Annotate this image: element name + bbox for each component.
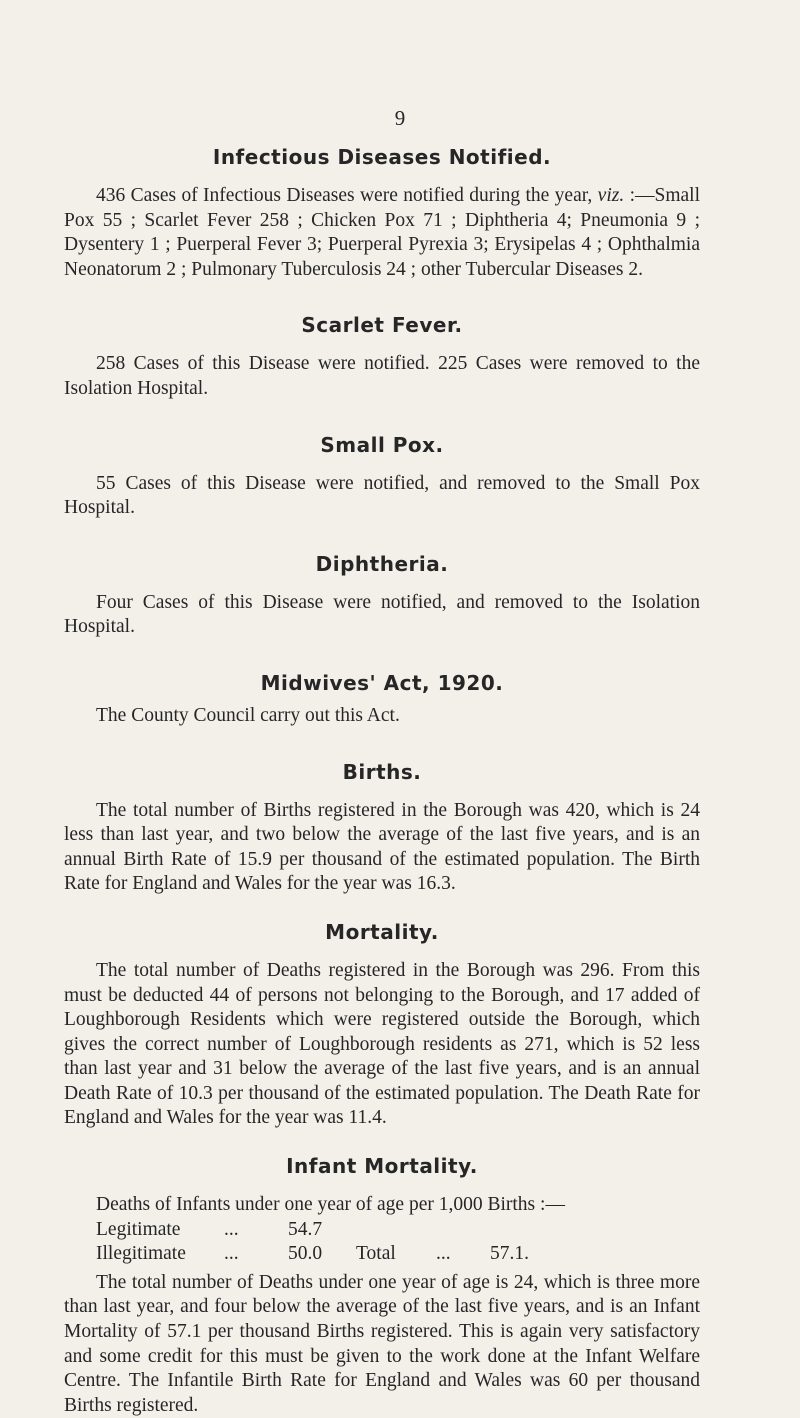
page-number: 9 (394, 106, 406, 130)
paragraph-scarlet-fever: 258 Cases of this Disease were notified. 225 Cases were removed to the Isolation Hospital. (64, 353, 700, 399)
row-value: 54.7 (288, 1218, 323, 1240)
paragraph-infant-mortality: The total number of Deaths under one year of age is 24, which is three more than last year, and four below the average of the last five years, and is an Infant Mortality of 57.1 per thousand Births registered. This is again very satisfactory and some credit for this must be given to the work done at the Infant Welfare Centre. The Infantile Birth Rate for England and Wales was 60 per thousand Births registered. (64, 1271, 700, 1416)
heading-scarlet-fever: Scarlet Fever. (301, 313, 463, 338)
paragraph-infectious-text-b: :—Small Pox 55 ; Scarlet Fever 258 ; Chicken Pox 71 ; Diphtheria 4; Pneumonia 9 ; Dysentery 1 ; Puerperal Fever 3; Puerperal Pyrexia 3; Erysipelas 4 ; Ophthalmia Neonatorum 2 ; Pulmonary Tuberculosis 24 ; other Tubercular Diseases 2. (64, 185, 700, 280)
heading-diphtheria: Diphtheria. (315, 551, 449, 576)
heading-small-pox: Small Pox. (320, 432, 444, 457)
heading-mortality: Mortality. (325, 919, 439, 944)
viz-abbreviation: viz. (597, 185, 625, 206)
heading-midwives-act: Midwives' Act, 1920. (260, 670, 504, 695)
table-row (96, 1242, 700, 1267)
page-content (64, 144, 700, 1418)
total-label: Total (356, 1243, 396, 1265)
paragraph-infectious-text-a: 436 Cases of Infectious Diseases were notified during the year, (96, 185, 598, 206)
heading-births: Births. (342, 759, 422, 784)
paragraph-midwives-act: The County Council carry out this Act. (96, 704, 400, 726)
paragraph-infant-intro: Deaths of Infants under one year of age per 1,000 Births :— (96, 1194, 565, 1216)
row-label: Legitimate (96, 1218, 181, 1240)
row-dots: ... (224, 1218, 239, 1240)
row-label: Illegitimate (96, 1243, 186, 1265)
total-value: 57.1. (490, 1243, 529, 1265)
row-dots: ... (224, 1243, 239, 1265)
paragraph-infectious-diseases (64, 184, 700, 282)
paragraph-births: The total number of Births registered in the Borough was 420, which is 24 less than last year, and two below the average of the last five years, and is an annual Birth Rate of 15.9 per thousand of the estimated population. The Birth Rate for England and Wales for the year was 16.3. (64, 799, 700, 895)
table-row (96, 1218, 700, 1243)
infant-mortality-table (64, 1218, 700, 1267)
heading-infectious-diseases: Infectious Diseases Notified. (212, 145, 552, 169)
heading-infant-mortality: Infant Mortality. (286, 1154, 478, 1179)
paragraph-mortality: The total number of Deaths registered in the Borough was 296. From this must be deducted 44 of persons not belonging to the Borough, and 17 added of Loughborough Residents which were registered outside the Borough, which gives the correct number of Loughborough residents as 271, which is 52 less than last year and 31 below the average of the last five years, and is an annual Death Rate of 10.3 per thousand of the estimated population. The Death Rate for England and Wales for the year was 11.4. (64, 959, 700, 1129)
row-value: 50.0 (288, 1243, 323, 1265)
paragraph-small-pox: 55 Cases of this Disease were notified, and removed to the Small Pox Hospital. (64, 472, 700, 519)
paragraph-diphtheria: Four Cases of this Disease were notified, and removed to the Isolation Hospital. (64, 591, 700, 638)
total-dots: ... (436, 1243, 451, 1265)
